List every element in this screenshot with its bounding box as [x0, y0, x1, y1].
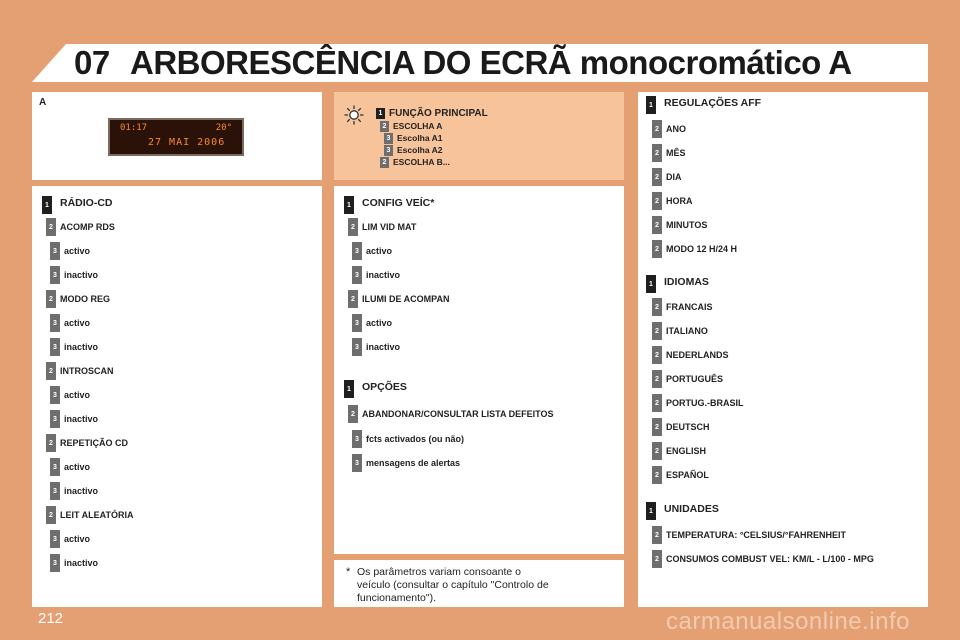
level-badge: 1: [646, 502, 656, 520]
item-text: ENGLISH: [666, 446, 707, 456]
level-badge: 3: [384, 133, 393, 144]
level-badge: 3: [50, 482, 60, 500]
level-badge: 2: [652, 168, 662, 186]
level-badge: 2: [652, 346, 662, 364]
funcao-row-text: Escolha A1: [397, 133, 443, 143]
level-badge: 2: [46, 434, 56, 452]
level-badge: 3: [50, 530, 60, 548]
item-text: HORA: [666, 196, 693, 206]
funcao-row-text: ESCOLHA B...: [393, 157, 450, 167]
level-badge: 2: [652, 442, 662, 460]
level-badge: 2: [652, 418, 662, 436]
item-text: inactivo: [64, 486, 99, 496]
item-text: FRANCAIS: [666, 302, 713, 312]
level-badge: 2: [652, 144, 662, 162]
level-badge: 1: [376, 108, 385, 119]
lcd-display: [108, 118, 244, 156]
level-badge: 2: [380, 157, 389, 168]
level-badge: 2: [652, 192, 662, 210]
footnote-mark: *: [346, 566, 351, 578]
footnote-line: Os parâmetros variam consoante o: [357, 566, 521, 578]
level-badge: 2: [348, 218, 358, 236]
item-text: PORTUGUÊS: [666, 374, 724, 384]
item-text: DEUTSCH: [666, 422, 710, 432]
item-text: CONSUMOS COMBUST VEL: KM/L - L/100 - MPG: [666, 554, 874, 564]
chapter-number: 07: [74, 44, 110, 81]
item-text: TEMPERATURA: °CELSIUS/°FAHRENHEIT: [666, 530, 847, 540]
item-text: REPETIÇÃO CD: [60, 438, 129, 448]
funcao-row-text: Escolha A2: [397, 145, 443, 155]
item-text: activo: [366, 318, 393, 328]
item-text: RÁDIO-CD: [60, 197, 113, 209]
level-badge: 2: [46, 218, 56, 236]
watermark: carmanualsonline.info: [666, 608, 910, 635]
item-text: ITALIANO: [666, 326, 708, 336]
item-text: OPÇÕES: [362, 381, 407, 393]
level-badge: 2: [652, 526, 662, 544]
level-badge: 3: [384, 145, 393, 156]
level-badge: 1: [646, 275, 656, 293]
item-text: DIA: [666, 172, 682, 182]
level-badge: 3: [50, 554, 60, 572]
level-badge: 3: [352, 454, 362, 472]
funcao-title-row: [376, 108, 488, 119]
item-text: LIM VID MAT: [362, 222, 417, 232]
funcao-row: [380, 121, 442, 132]
item-text: activo: [366, 246, 393, 256]
level-badge: 1: [344, 380, 354, 398]
lcd-time: 01:17: [120, 123, 148, 133]
item-text: LEIT ALEATÓRIA: [60, 510, 134, 520]
item-text: UNIDADES: [664, 503, 719, 515]
item-text: ACOMP RDS: [60, 222, 115, 232]
level-badge: 3: [50, 266, 60, 284]
level-badge: 3: [50, 314, 60, 332]
level-badge: 2: [652, 216, 662, 234]
level-badge: 3: [352, 338, 362, 356]
panel-funcao-principal: [334, 92, 624, 180]
level-badge: 3: [352, 314, 362, 332]
level-badge: 2: [652, 322, 662, 340]
level-badge: 2: [652, 370, 662, 388]
item-text: MÊS: [666, 148, 686, 158]
item-text: mensagens de alertas: [366, 458, 461, 468]
level-badge: 1: [344, 196, 354, 214]
level-badge: 3: [352, 430, 362, 448]
level-badge: 3: [50, 458, 60, 476]
level-badge: 3: [50, 242, 60, 260]
lcd-temperature: 20°: [215, 123, 232, 133]
funcao-row-text: ESCOLHA A: [393, 121, 443, 131]
level-badge: 1: [42, 196, 52, 214]
item-text: activo: [64, 534, 91, 544]
level-badge: 2: [46, 362, 56, 380]
item-text: fcts activados (ou não): [366, 434, 465, 444]
item-text: inactivo: [366, 342, 401, 352]
funcao-row: [384, 145, 443, 156]
funcao-row: [384, 133, 443, 144]
level-badge: 2: [46, 290, 56, 308]
light-icon: [344, 105, 364, 125]
item-text: MINUTOS: [666, 220, 708, 230]
item-text: MODO 12 H/24 H: [666, 244, 738, 254]
item-text: PORTUG.-BRASIL: [666, 398, 744, 408]
item-text: ABANDONAR/CONSULTAR LISTA DEFEITOS: [362, 409, 554, 419]
item-text: ILUMI DE ACOMPAN: [362, 294, 450, 304]
level-badge: 3: [50, 338, 60, 356]
item-text: activo: [64, 246, 91, 256]
level-badge: 1: [646, 96, 656, 114]
item-text: activo: [64, 390, 91, 400]
item-text: INTROSCAN: [60, 366, 114, 376]
item-text: inactivo: [366, 270, 401, 280]
item-text: MODO REG: [60, 294, 111, 304]
panel-a-label: A: [39, 97, 47, 108]
level-badge: 2: [652, 550, 662, 568]
panel-config-opcoes: [334, 186, 624, 554]
page-number: 212: [38, 610, 64, 627]
item-text: inactivo: [64, 558, 99, 568]
level-badge: 2: [652, 298, 662, 316]
item-text: inactivo: [64, 342, 99, 352]
item-text: NEDERLANDS: [666, 350, 729, 360]
item-text: IDIOMAS: [664, 276, 709, 288]
level-badge: 3: [50, 410, 60, 428]
level-badge: 3: [352, 266, 362, 284]
level-badge: 2: [652, 240, 662, 258]
level-badge: 2: [348, 290, 358, 308]
funcao-row: [380, 157, 450, 168]
item-text: CONFIG VEÍC*: [362, 197, 435, 209]
item-text: inactivo: [64, 414, 99, 424]
item-text: inactivo: [64, 270, 99, 280]
level-badge: 3: [50, 386, 60, 404]
page-title: ARBORESCÊNCIA DO ECRÃ monocromático A: [130, 44, 852, 81]
item-text: activo: [64, 318, 91, 328]
level-badge: 2: [652, 466, 662, 484]
footnote-line: veículo (consultar o capítulo "Controlo de: [357, 579, 549, 591]
level-badge: 2: [348, 405, 358, 423]
item-text: REGULAÇÕES AFF: [664, 97, 762, 109]
funcao-title: FUNÇÃO PRINCIPAL: [389, 108, 488, 120]
footnote-line: funcionamento").: [357, 592, 437, 604]
item-text: ANO: [666, 124, 686, 134]
level-badge: 2: [652, 394, 662, 412]
level-badge: 2: [46, 506, 56, 524]
item-text: ESPAÑOL: [666, 470, 709, 480]
item-text: activo: [64, 462, 91, 472]
level-badge: 3: [352, 242, 362, 260]
level-badge: 2: [380, 121, 389, 132]
lcd-date: 27 MAI 2006: [148, 137, 226, 148]
level-badge: 2: [652, 120, 662, 138]
